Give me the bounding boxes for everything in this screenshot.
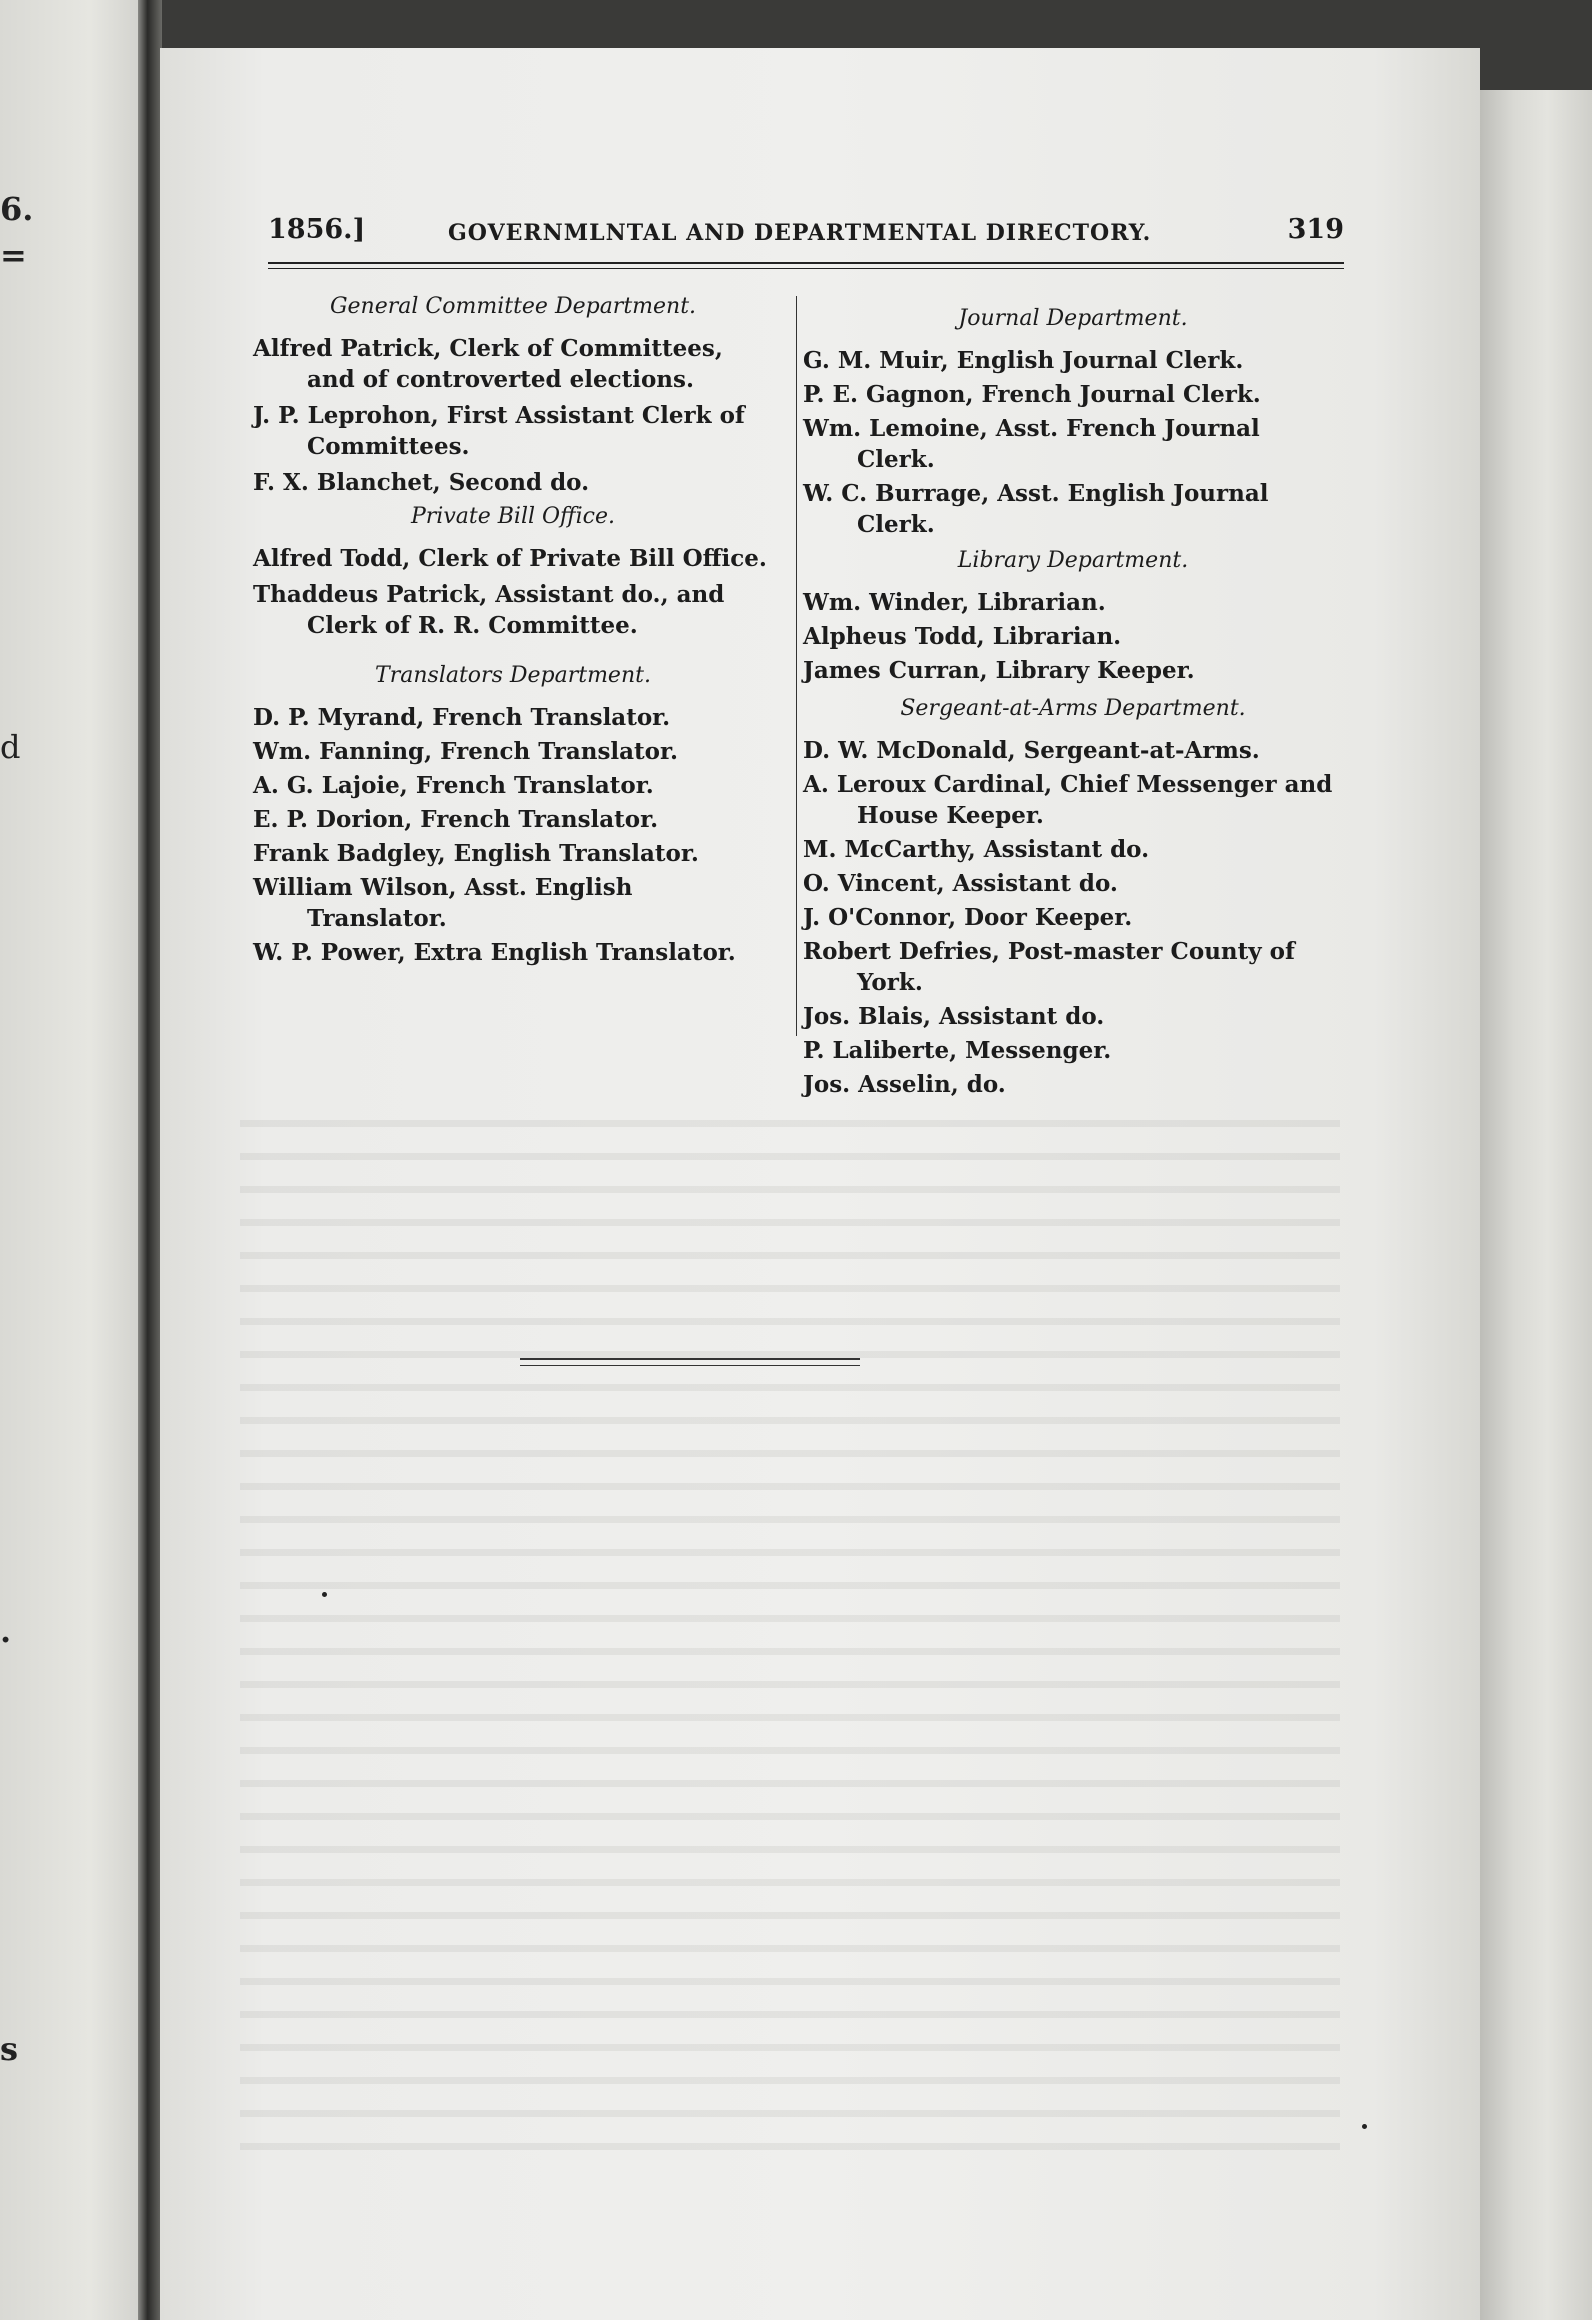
directory-entry: J. O'Connor, Door Keeper.: [803, 904, 1133, 931]
directory-entry: W. C. Burrage, Asst. English Journal Clerk.: [803, 480, 1269, 538]
left-page-fragment: 6.: [0, 190, 34, 228]
section-general-committee: [253, 294, 773, 498]
directory-entry: Wm. Winder, Librarian.: [803, 589, 1106, 616]
column-divider: [796, 296, 797, 1036]
directory-entry: Wm. Fanning, French Translator.: [253, 738, 679, 765]
directory-entry: Frank Badgley, English Translator.: [253, 840, 699, 867]
left-page-fragment: d: [0, 728, 21, 766]
right-column: [803, 290, 1343, 1103]
directory-entry: A. Leroux Cardinal, Chief Messenger and House Keeper.: [803, 771, 1333, 829]
directory-entry: Robert Defries, Post-master County of York.: [803, 938, 1295, 996]
section-translators: [253, 663, 773, 968]
directory-entry: Alpheus Todd, Librarian.: [803, 623, 1122, 650]
directory-entry: Jos. Asselin, do.: [803, 1071, 1006, 1098]
section-private-bill-office: [253, 504, 773, 641]
directory-entry: James Curran, Library Keeper.: [803, 657, 1195, 684]
section-sergeant-at-arms: [803, 696, 1343, 1100]
bleed-through-text: [240, 1100, 1340, 2150]
directory-entry: F. X. Blanchet, Second do.: [253, 469, 590, 496]
book-gutter: [138, 0, 162, 2320]
ink-speck: [1362, 2124, 1367, 2129]
page-edge: [1480, 90, 1592, 2320]
header-rule: [268, 268, 1344, 269]
section-library: [803, 548, 1343, 686]
section-heading: Library Department.: [957, 548, 1189, 573]
section-heading: Sergeant-at-Arms Department.: [900, 696, 1246, 721]
section-heading: General Committee Department.: [329, 294, 697, 319]
left-page-strip: [0, 0, 150, 2320]
header-rule: [268, 262, 1344, 264]
directory-entry: J. P. Leprohon, First Assistant Clerk of Committees.: [253, 402, 745, 460]
section-journal: [803, 306, 1343, 540]
directory-entry: Alfred Patrick, Clerk of Committees, and of controverted elections.: [253, 335, 723, 393]
directory-entry: D. P. Myrand, French Translator.: [253, 704, 671, 731]
directory-entry: A. G. Lajoie, French Translator.: [253, 772, 654, 799]
directory-entry: W. P. Power, Extra English Translator.: [253, 939, 736, 966]
directory-entry: Thaddeus Patrick, Assistant do., and Clerk of R. R. Committee.: [253, 581, 725, 639]
directory-entry: E. P. Dorion, French Translator.: [253, 806, 659, 833]
directory-entry: O. Vincent, Assistant do.: [803, 870, 1118, 897]
section-heading: Private Bill Office.: [410, 504, 615, 529]
directory-entry: P. Laliberte, Messenger.: [803, 1037, 1112, 1064]
directory-entry: G. M. Muir, English Journal Clerk.: [803, 347, 1244, 374]
header-year: 1856.]: [268, 214, 366, 245]
section-heading: Journal Department.: [958, 306, 1188, 331]
directory-entry: William Wilson, Asst. English Translator.: [253, 874, 633, 932]
left-page-fragment: s: [0, 2030, 19, 2068]
directory-entry: Jos. Blais, Assistant do.: [803, 1003, 1105, 1030]
directory-entry: Alfred Todd, Clerk of Private Bill Office.: [253, 545, 767, 572]
left-column: [253, 290, 773, 971]
directory-entry: P. E. Gagnon, French Journal Clerk.: [803, 381, 1261, 408]
page-header: [268, 210, 1344, 270]
left-page-fragment: .: [0, 1612, 12, 1650]
header-title: GOVERNMLNTAL AND DEPARTMENTAL DIRECTORY.: [448, 220, 1152, 246]
page-number: 319: [1287, 214, 1344, 245]
left-page-fragment: =: [0, 236, 27, 274]
section-heading: Translators Department.: [375, 663, 651, 688]
ink-speck: [322, 1592, 327, 1597]
directory-entry: D. W. McDonald, Sergeant-at-Arms.: [803, 737, 1260, 764]
directory-entry: M. McCarthy, Assistant do.: [803, 836, 1150, 863]
directory-entry: Wm. Lemoine, Asst. French Journal Clerk.: [803, 415, 1260, 473]
